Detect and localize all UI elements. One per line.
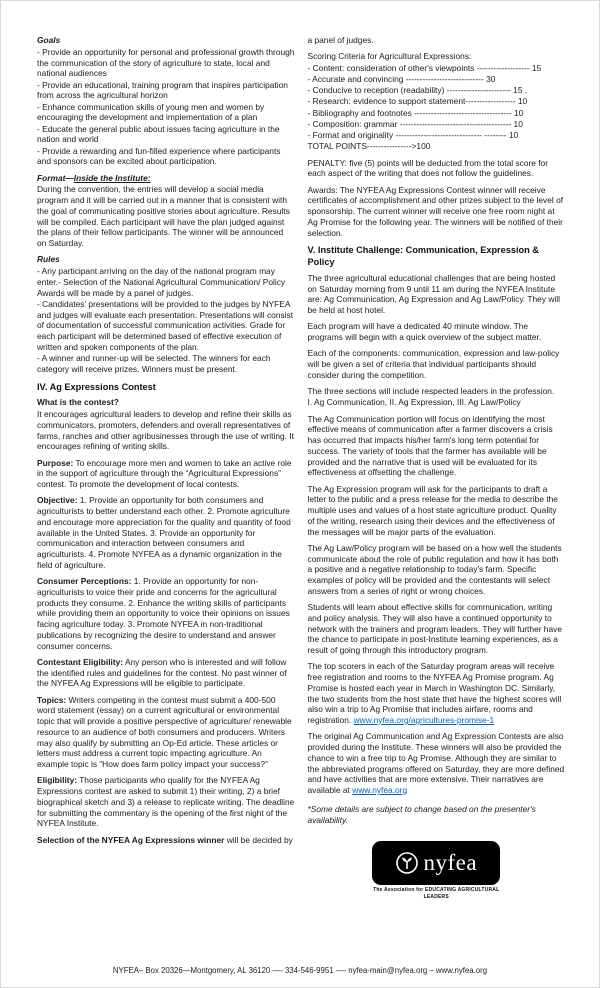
original-contests-paragraph (308, 731, 566, 796)
eligibility-paragraph (37, 775, 295, 829)
topics-text: Writers competing in the contest must submit a 400-500 word statement (essay) on a current agricultural or environmental topic that will provide a positive perspective of agriculture/ renewable resource to an audience of both consumers and producers. Writers may also qualify by submitting an Op-Ed article. These articles or letters must address a current topic impacting agriculture. An example topic is “How does farm policy impact your success?” (37, 694, 292, 770)
purpose-label: Purpose: (37, 457, 74, 468)
institute-intro-paragraph: The three agricultural educational challenges that are being hosted on Saturday morning from 9 until 11 am during the NYFEA Institute are: Ag Communication, Ag Expression and Ag Law/Policy. They will be held at host hotel. (307, 272, 560, 316)
components-paragraph: Each of the components: communication, expression and law-policy will be given a set of criteria that individual participants should consider during the competition. (307, 348, 560, 380)
scoring-line: - Bibliography and footnotes ----------------------------------- 10 (307, 107, 524, 118)
objective-label: Objective: (37, 495, 78, 506)
what-is-contest-heading: What is the contest? (37, 397, 119, 408)
format-heading (37, 173, 295, 184)
scoring-line: - Composition: grammar ---------------------------------------- 10 (307, 118, 523, 129)
selection-label: Selection of the NYFEA Ag Expressions winner (37, 834, 225, 845)
what-is-contest-paragraph: It encourages agricultural leaders to develop and refine their skills as communicators, promoters, defenders and overall representatives of farms, ranches and other agribusinesses through the use of writing. It encourages refining of writing skills. (37, 409, 294, 452)
total-points-line: TOTAL POINTS---------------->100 (307, 141, 431, 152)
section-iv-heading: IV. Ag Expressions Contest (37, 381, 156, 392)
scoring-line: - Format and originality ------------------------------- -------- 10 (307, 130, 519, 140)
penalty-paragraph: PENALTY: five (5) points will be deducted from the total score for each aspect of the writing that does not follow the guidelines. (307, 157, 549, 179)
awards-paragraph: Awards: The NYFEA Ag Expressions Contest winner will receive certificates of accomplishment and other prizes subject to the level of sponsorship. The current winner will receive one free room night at Ag Promise for the following year. The winners will be notified of their selection. (307, 184, 564, 238)
goals-item: - Educate the general public about issues facing agriculture in the nation and world (37, 123, 280, 145)
students-paragraph: Students will learn about effective skills for communication, writing and policy analysis. They will also have a continued opportunity to network with the trainers and program leaders. They will further have the chance to participate in post-Institute learning experiences, as a result of going through this introductory program. (307, 602, 562, 656)
selection-text: will be decided by (224, 834, 293, 845)
footer-contact: NYFEA– Box 20326—Montgomery, AL 36120 —- 334-546-9951 -— nyfea-main@nyfea.org – www.nyfea.org (112, 966, 488, 975)
goals-item: - Provide an opportunity for personal and professional growth through the communication of the story of agriculture to state, local and national audiences (37, 46, 295, 79)
nyfea-logo-text: nyfea (423, 849, 478, 875)
eligibility-text: Those participants who qualify for the NYFEA Ag Expressions contest are asked to submit 1) their writing, 2) a brief biographical sketch and 3) a release to replicate writing. The deadline for submitting the commentary is the opening of the first night of the NYFEA Institute. (37, 775, 295, 829)
original-contests-text: The original Ag Communication and Ag Expression Contests are also provided during the Institute. These winners will also be provided the chance to win a free trip to Ag Promise. Although they are similar to the abbreviated programs offered on Saturday, they are more defined and have activities that are more extensive. Their narratives are available at (307, 731, 565, 796)
contestant-eligibility-paragraph (37, 657, 295, 689)
contestant-eligibility-label: Contestant Eligibility: (37, 656, 124, 667)
goals-item: - Provide a rewarding and fun-filled experience where participants and sponsors can be excited about participation. (37, 145, 281, 167)
sections-paragraph: The three sections will include respected leaders in the profession. (307, 386, 555, 397)
panel-of-judges-text: a panel of judges. (307, 35, 374, 45)
selection-paragraph (37, 835, 295, 846)
availability-note: *Some details are subject to change based on the presenter's availability. (307, 803, 536, 825)
nyfea-logo (308, 841, 566, 900)
sections-list: I. Ag Communication, II. Ag Expression, III. Ag Law/Policy (307, 397, 521, 408)
goals-heading: Goals (37, 35, 61, 45)
rules-item: - Candidates’ presentations will be provided to the judges by NYFEA and judges will evaluate each presentation. Presentations will consist of documentation of successful communication activities. Grade for each participant will be determined based of effective execution of written and spoken components of the plan. (37, 298, 294, 352)
scoring-line: - Research: evidence to support statement------------------ 10 (307, 96, 528, 107)
scoring-criteria-heading: Scoring Criteria for Agricultural Expressions: (307, 51, 472, 62)
ag-expression-paragraph: The Ag Expression program will ask for the participants to draft a letter to the public and a press release for the media to describe the multiple uses and values of a host state agriculture product. Quality of the writing, research using their devices and the effectiveness of the messages will be major parts of the evaluation. (307, 483, 558, 537)
ag-promise-link[interactable]: www.nyfea.org/agricultures-promise-1 (353, 715, 495, 726)
section-v-heading: V. Institute Challenge: Communication, Expression & Policy (307, 245, 539, 268)
ag-communication-paragraph: The Ag Communication portion will focus on identifying the most effective means of communication after a farmer discovers a crisis has occurred that impacts his/her farm's long term potential for success. The variety of tools that the farmer has available will be provided and the narrative that is used will be evaluated for its effectiveness at offsetting the challenge. (307, 413, 553, 478)
program-window-paragraph: Each program will have a dedicated 40 minute window. The programs will begin with a quick overview of the subject matter. (307, 321, 542, 343)
sprout-in-circle-icon (395, 851, 419, 875)
consumer-perceptions-label: Consumer Perceptions: (37, 576, 132, 587)
contestant-eligibility-text: Any person who is interested and will follow the identified rules and guidelines for the contest. No past winner of the NYFEA Ag Expressions will be eligible to participate. (37, 656, 287, 689)
objective-text: 1. Provide an opportunity for both consumers and agriculturists to better understand each other. 2. Promote agriculture and encourage more appreciation for the quality and quantity of food available in the United States. 3. Provide an opportunity for communication and interaction between consumers and agriculturists. 4. Promote NYFEA as a dynamic organization in the field of agriculture. (37, 495, 291, 570)
format-heading-word: Format— (37, 172, 74, 183)
format-heading-underlined: Inside the Institute: (73, 172, 151, 183)
scoring-line: - Conducive to reception (readability) ----------------------- 15 . (307, 85, 528, 95)
scoring-line: - Content: consideration of other's viewpoints ------------------- 15 (307, 62, 542, 73)
top-scorers-paragraph (308, 661, 566, 726)
consumer-perceptions-text: 1. Provide an opportunity for non-agriculturists to voice their pride and concerns for the agricultural products they consume. 2. Enhance the writing skills of participants while providing them an opportunity to voice their opinions on issues facing agriculture today. 3. Promote NYFEA in non-traditional publications by recognizing the desire to understand and answer consumer concerns. (37, 576, 290, 651)
right-column (308, 35, 566, 900)
nyfea-logo-box (372, 841, 500, 885)
scoring-line: - Accurate and convincing ---------------------------- 30 (307, 73, 496, 84)
purpose-text: To encourage more men and women to take an active role in the support of agriculture through the “Agricultural Expressions” contest. To promote the development of local contests. (37, 457, 292, 490)
two-column-layout (1, 1, 599, 900)
rules-item: - A winner and runner-up will be selected. The winners for each category will receive prizes. Winners must be present. (37, 353, 271, 374)
top-scorers-text: The top scorers in each of the Saturday program areas will receive free registration and rooms to the NYFEA Ag Promise program. Ag Promise is hosted each year in March in Washington DC. Similarly, the two students from the host state that have the highest scores will also win a trip to Ag Promise that includes airfare, rooms and registration. (307, 661, 562, 726)
nyfea-website-link[interactable]: www.nyfea.org (352, 785, 408, 796)
left-column (37, 35, 295, 900)
rules-item: - Any participant arriving on the day of the national program may enter.- Selection of the National Agricultural Communication/ Policy Awards will be made by a panel of judges. (37, 266, 286, 298)
consumer-perceptions-paragraph (37, 576, 295, 651)
rules-heading: Rules (37, 254, 60, 265)
eligibility-label: Eligibility: (37, 775, 78, 786)
topics-label: Topics: (37, 694, 67, 705)
topics-paragraph (37, 695, 295, 770)
purpose-paragraph (37, 458, 295, 490)
goals-item: - Provide an educational, training program that inspires participation from across the agricultural horizon (37, 79, 288, 101)
goals-item: - Enhance communication skills of young men and women by encouraging the development and implementation of a plan (37, 101, 265, 123)
format-paragraph: During the convention, the entries will develop a social media program and it will be carried out in a manner that is consistent with the goal of communicating positive stories about agriculture. Results will be compiled. Each participant will have the plan judged against the plans of their fellow participants. The winner will be announced on Saturday. (37, 184, 290, 248)
nyfea-tagline: The Association for EDUCATING AGRICULTURAL LEADERS (373, 887, 500, 900)
objective-paragraph (37, 495, 295, 570)
ag-law-policy-paragraph: The Ag Law/Policy program will be based on a how well the students communicate about the role of public regulation and how it has both a positive and a negative relationship to today's farm. Specific examples of policy will be provided and the contestants will select answers from a series of right or wrong choices. (307, 542, 562, 596)
